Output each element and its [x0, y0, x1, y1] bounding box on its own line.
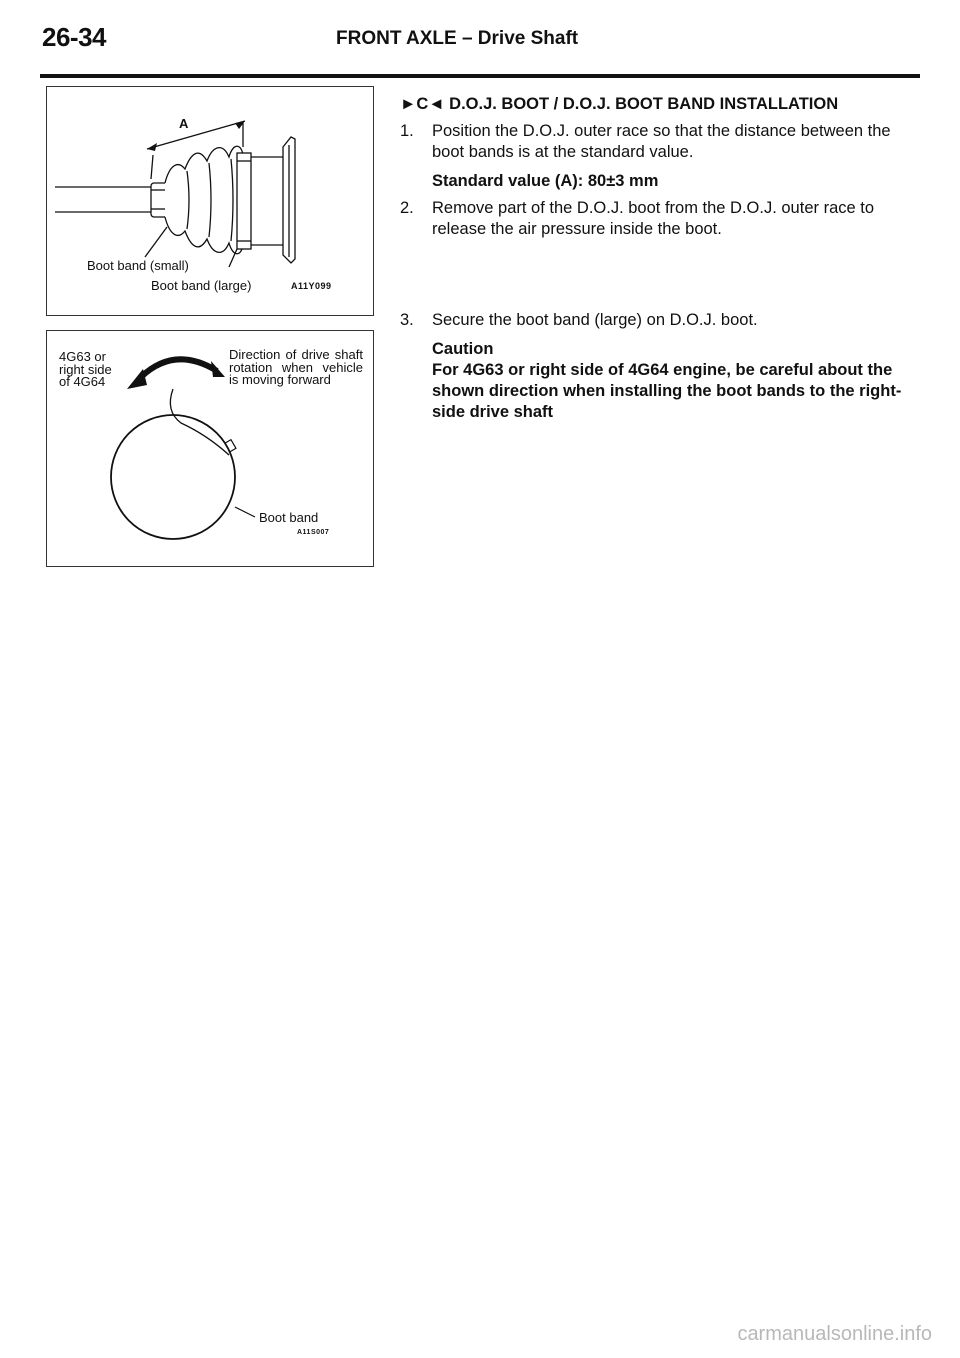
step-text: Remove part of the D.O.J. boot from the D.O.J. outer race to release the air pressure inside the boot.: [432, 199, 875, 238]
installation-section: [400, 94, 912, 423]
figure-code: A11Y099: [291, 281, 332, 291]
label-engine-line-3: of 4G64: [59, 374, 106, 389]
label-engine-line-2: right side: [59, 361, 112, 377]
caution-title: Caution: [432, 340, 494, 358]
label-engine: [59, 351, 112, 389]
step-3: [400, 310, 912, 423]
dimension-label-a: A: [179, 116, 189, 131]
standard-value: Standard value (A): 80±3 mm: [432, 172, 659, 190]
header-rule: [40, 74, 920, 78]
play-marker-icon: ►C◄: [400, 95, 445, 113]
figure-boot-band-distance: [46, 86, 374, 316]
page-number: 26-34: [42, 22, 106, 52]
figure-rotation-direction: [46, 330, 374, 567]
watermark: carmanualsonline.info: [737, 1323, 932, 1345]
section-heading: [400, 94, 912, 115]
figure-code: A11S007: [297, 529, 330, 536]
page-title: FRONT AXLE – Drive Shaft: [336, 28, 579, 49]
step-2: [400, 198, 912, 240]
label-boot-band-small: Boot band (small): [87, 258, 189, 273]
caution-text: For 4G63 or right side of 4G64 engine, be careful about the shown direction when installing the boot bands to the right-side drive shaft: [432, 361, 902, 421]
step-1: [400, 121, 912, 192]
step-text: Secure the boot band (large) on D.O.J. boot.: [432, 311, 758, 329]
section-heading-text: D.O.J. BOOT / D.O.J. BOOT BAND INSTALLATION: [449, 95, 839, 113]
label-boot-band-large: Boot band (large): [151, 278, 252, 293]
label-engine-line-1: 4G63 or: [59, 349, 106, 364]
step-number: 3.: [400, 311, 414, 329]
label-boot-band: Boot band: [259, 510, 319, 525]
step-number: 2.: [400, 199, 414, 217]
step-text: Position the D.O.J. outer race so that the distance between the boot bands is at the standard value.: [432, 122, 891, 161]
label-rotation-direction: Direction of drive shaft rotation when vehicle is moving forward: [229, 347, 363, 387]
step-number: 1.: [400, 122, 414, 140]
